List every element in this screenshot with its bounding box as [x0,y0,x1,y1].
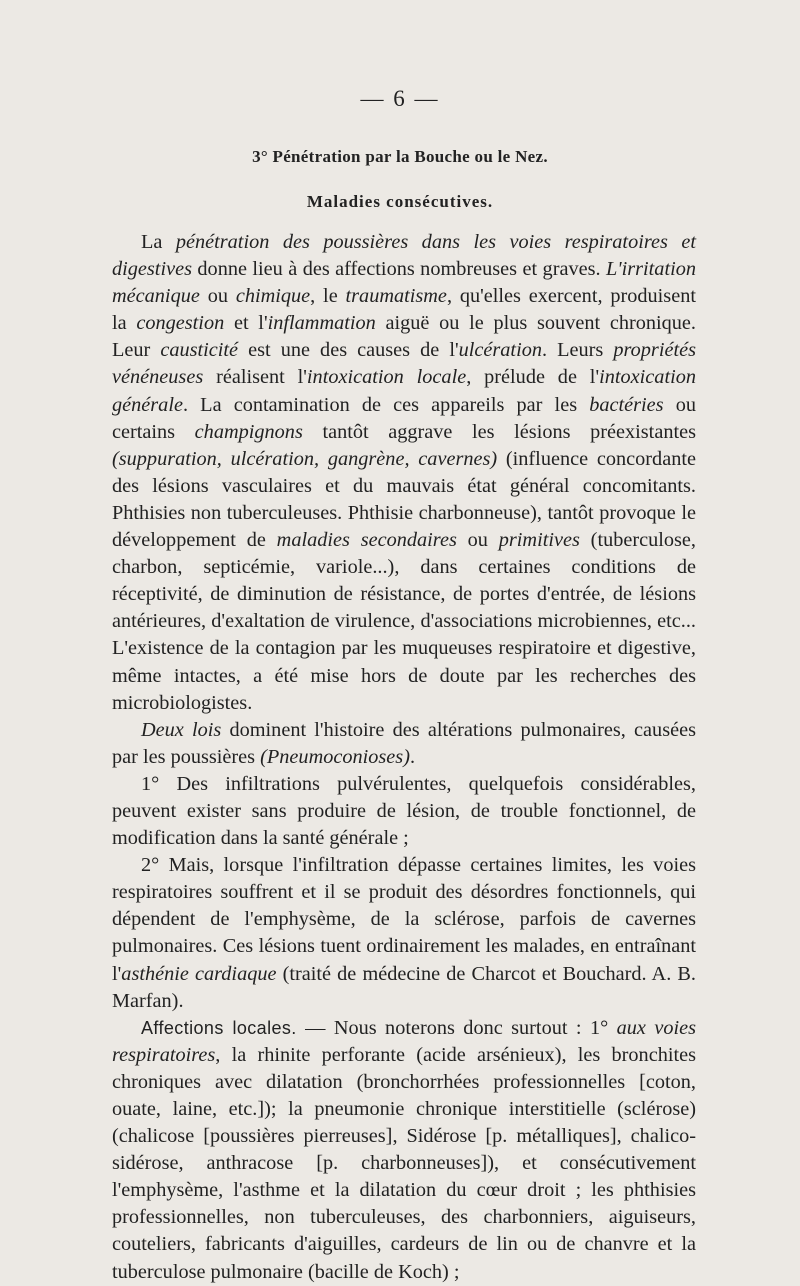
italic-term: chimique [235,285,311,308]
text-run: dominent l'histoire des altérations pulmonaires, causées par les poussières [112,718,696,768]
italic-term: Deux lois [141,718,222,741]
page-number: — 6 — [360,86,440,111]
text-run: est une des causes de l' [238,339,459,362]
section-subheading: Maladies consécutives. [306,192,494,211]
italic-term: traumatisme [345,285,447,308]
italic-term: intoxication générale [112,366,696,416]
italic-term: ulcération [458,339,542,362]
text-run: (tuberculose, charbon, septicémie, variole...), dans certaines conditions de réceptivité, de diminution de résistance, de portes d'entrée, de lésions antérieures, d'exaltation de virulence, d'associations microbiennes, etc... L'existence de la contagion par les muqueuses respiratoire et digestive, même intactes, a été mise hors de doute par les recherches des microbiologistes. [112,529,696,714]
italic-term: champignons [194,420,303,443]
body-text [112,229,696,1286]
paragraph-deux-lois [112,717,696,771]
text-run: ou [199,285,236,308]
run-in-heading: Affections locales. [141,1017,297,1038]
text-run: donne lieu à des affections nombreuses et graves. [191,258,606,281]
paragraph-affections-locales [112,1015,696,1286]
text-run: . [409,745,416,768]
text-run: — Nous noterons donc surtout : 1° [296,1016,617,1039]
text-run: , le [310,285,346,308]
paragraph-law-2 [112,852,696,1015]
italic-term: primitives [498,529,580,552]
text-run: aiguë ou le plus souvent chronique. Leur [112,312,696,362]
italic-term: bactéries [589,393,664,416]
text-run: (traité de médecine de Charcot et Bouchard. A. B. Marfan). [112,962,697,1012]
text-run: 2° Mais, lorsque l'infiltration dépasse certaines limites, les voies respiratoires souffrent et il se produit des désordres fonctionnels, qui dépendent de l'emphysème, de la sclérose, parfois de cavernes pulmonaires. Ces lésions tuent ordinairement les malades, en entraînant l' [112,854,696,985]
text-run: , prélude de l' [466,366,600,389]
italic-term: (Pneumoconioses) [260,745,410,768]
italic-term: congestion [136,312,225,335]
italic-term: (suppuration, ulcération, gangrène, cavernes) [112,447,498,470]
text-run: . La contamination de ces appareils par les [182,393,590,416]
italic-term: maladies secondaires [276,529,457,552]
text-run: , la rhinite perforante (acide arsénieux), les bronchites chroniques avec dilatation (bronchorrhées professionnelles [coton, ouate, laine, etc.]); la pneumonie chronique interstitielle (sclérose) (chalicose [poussières pierreuses], Sidérose [p. métalliques], chalico-sidérose, anthracose [p. charbonneuses]), et consécutivement l'emphysème, l'asthme et la dilatation du cœur droit ; les phthisies professionnelles, non tuberculeuses, des charbonniers, aiguiseurs, couteliers, fabricants d'aiguilles, cardeurs de lin ou de chanvre et la tuberculose pulmonaire (bacille de Koch) ; [112,1043,696,1283]
text-run: ou certains [112,393,696,443]
text-run: , qu'elles exercent, produisent la [112,285,696,335]
text-run: . Leurs [542,339,614,362]
italic-term: intoxication locale [306,366,467,389]
italic-term: pénétration des poussières dans les voies respiratoires et digestives [112,231,696,281]
italic-term: aux voies respiratoires [112,1016,696,1066]
text-run: et l' [224,312,268,335]
text-run: La [141,231,176,253]
paragraph-law-1: 1° Des infiltrations pulvérulentes, quelquefois considérables, peuvent exister sans produire de lésion, de trouble fonctionnel, de modification dans la santé générale ; [112,772,696,850]
section-heading: 3° Pénétration par la Bouche ou le Nez. [252,147,548,166]
italic-term: asthénie cardiaque [121,962,277,985]
italic-term: L'irritation mécanique [112,258,696,308]
text-run: tantôt aggrave les lésions préexistantes [302,420,696,443]
text-run: ou [456,529,499,552]
italic-term: causticité [160,339,239,362]
italic-term: inflammation [267,312,376,335]
italic-term: propriétés vénéneuses [112,339,696,389]
paragraph-penetration [112,229,696,717]
text-run: réalisent l' [203,366,307,389]
text-run: (influence concordante des lésions vasculaires et du mauvais état général concomitants. Phthisies non tuberculeuses. Phthisie charbonneuse), tantôt provoque le développement de [112,447,696,552]
